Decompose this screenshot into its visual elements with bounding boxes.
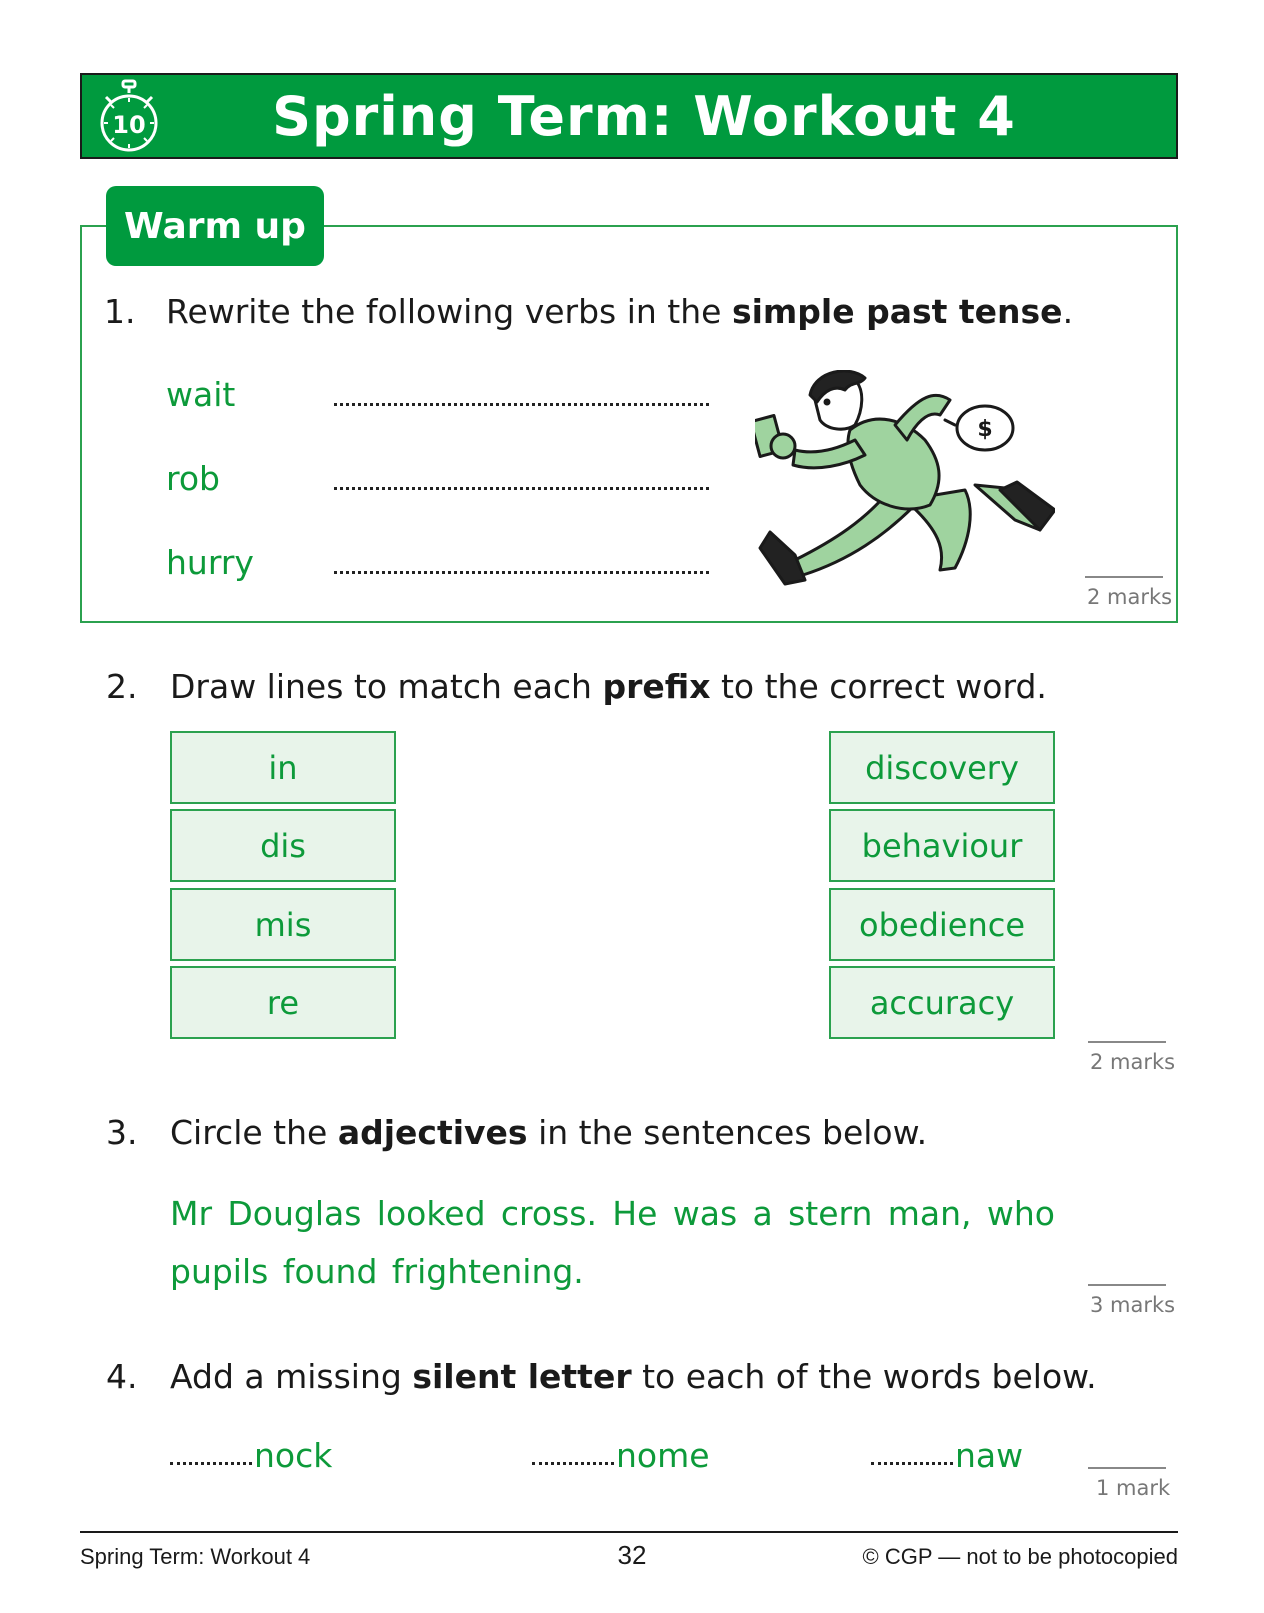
q3-instruction: Circle the adjectives in the sentences below. bbox=[170, 1113, 928, 1152]
page-header bbox=[80, 73, 1178, 159]
verb-rob: rob bbox=[166, 459, 220, 498]
q4-marks: 1 mark bbox=[1096, 1476, 1171, 1500]
running-thief-illustration bbox=[755, 370, 1055, 610]
prefix-box-dis[interactable]: dis bbox=[170, 809, 396, 882]
prefix-box-re[interactable]: re bbox=[170, 966, 396, 1039]
silent-letter-word-2: nome bbox=[616, 1436, 710, 1475]
q3-sentence[interactable]: Mr Douglas looked cross. He was a stern man, who pupils found frightening. bbox=[170, 1194, 1055, 1291]
footer-copyright: © CGP — not to be photocopied bbox=[862, 1544, 1178, 1569]
silent-letter-item-2 bbox=[532, 1436, 710, 1475]
silent-letter-word-3: naw bbox=[955, 1436, 1024, 1475]
q4-number: 4. bbox=[106, 1357, 138, 1396]
word-box-behaviour[interactable]: behaviour bbox=[829, 809, 1055, 882]
q1-marks-line bbox=[1085, 576, 1163, 578]
silent-letter-blank-1[interactable] bbox=[170, 1462, 252, 1465]
q4-marks-line bbox=[1088, 1467, 1166, 1469]
word-box-accuracy[interactable]: accuracy bbox=[829, 966, 1055, 1039]
svg-text:10: 10 bbox=[112, 111, 146, 139]
q2-marks-line bbox=[1088, 1041, 1166, 1043]
answer-line-rob[interactable] bbox=[334, 484, 709, 490]
silent-letter-word-1: nock bbox=[254, 1436, 333, 1475]
silent-letter-item-1 bbox=[170, 1436, 332, 1475]
q4-instruction: Add a missing silent letter to each of the words below. bbox=[170, 1357, 1097, 1396]
answer-line-hurry[interactable] bbox=[334, 568, 709, 574]
q1-number: 1. bbox=[104, 292, 136, 331]
q1-marks: 2 marks bbox=[1087, 585, 1173, 609]
q3-marks-line bbox=[1088, 1284, 1166, 1286]
silent-letter-item-3 bbox=[871, 1436, 1023, 1475]
svg-text:$: $ bbox=[977, 417, 993, 442]
verb-wait: wait bbox=[166, 375, 236, 414]
q2-marks: 2 marks bbox=[1090, 1050, 1176, 1074]
warmup-tab: Warm up bbox=[106, 186, 324, 266]
word-box-discovery[interactable]: discovery bbox=[829, 731, 1055, 804]
prefix-box-mis[interactable]: mis bbox=[170, 888, 396, 961]
silent-letter-blank-2[interactable] bbox=[532, 1462, 614, 1465]
footer-rule bbox=[80, 1531, 1178, 1533]
page-title: Spring Term: Workout 4 bbox=[272, 85, 1016, 148]
q2-number: 2. bbox=[106, 667, 138, 706]
q1-instruction: Rewrite the following verbs in the simple past tense. bbox=[166, 292, 1074, 331]
page-number: 32 bbox=[617, 1540, 647, 1570]
silent-letter-blank-3[interactable] bbox=[871, 1462, 953, 1465]
word-box-obedience[interactable]: obedience bbox=[829, 888, 1055, 961]
answer-line-wait[interactable] bbox=[334, 400, 709, 406]
verb-hurry: hurry bbox=[166, 543, 254, 582]
prefix-box-in[interactable]: in bbox=[170, 731, 396, 804]
q3-number: 3. bbox=[106, 1113, 138, 1152]
footer-title: Spring Term: Workout 4 bbox=[80, 1544, 311, 1569]
q3-marks: 3 marks bbox=[1090, 1293, 1176, 1317]
q2-instruction: Draw lines to match each prefix to the correct word. bbox=[170, 667, 1047, 706]
